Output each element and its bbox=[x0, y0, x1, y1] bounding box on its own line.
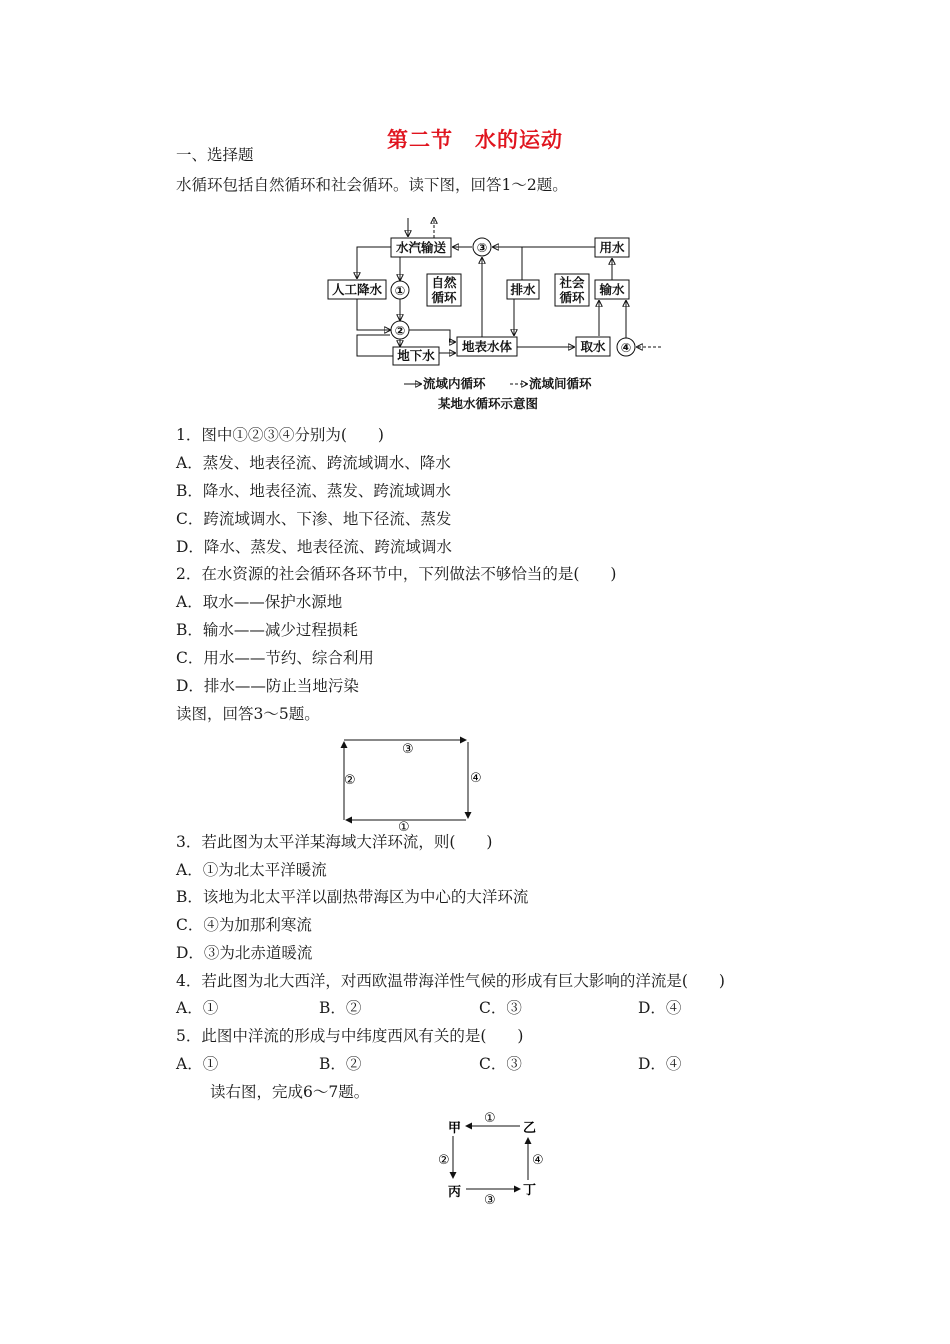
ocean-label-3: ③ bbox=[402, 742, 414, 757]
artificial-rain-label: 人工降水 bbox=[331, 282, 383, 297]
q1-option-a[interactable]: A．蒸发、地表径流、跨流域调水、降水 bbox=[176, 454, 451, 472]
marker-2-text: ② bbox=[394, 323, 406, 338]
ocean-corners-diagram bbox=[440, 1108, 550, 1208]
ocean-label-4: ④ bbox=[470, 771, 482, 786]
social-cycle-label-1: 社会 bbox=[559, 275, 585, 290]
q3-option-a[interactable]: A．①为北太平洋暖流 bbox=[176, 861, 327, 879]
water-use-label: 用水 bbox=[599, 240, 625, 255]
corner-label-3: ③ bbox=[484, 1193, 496, 1208]
q3-option-d[interactable]: D．③为北赤道暖流 bbox=[176, 944, 313, 962]
q4-option-c[interactable]: C．③ bbox=[479, 999, 522, 1017]
q4-options bbox=[176, 998, 876, 1018]
ocean-current-diagram bbox=[330, 734, 490, 834]
q1-option-b[interactable]: B．降水、地表径流、蒸发、跨流域调水 bbox=[176, 482, 451, 500]
legend-inner-label: 流域内循环 bbox=[423, 376, 486, 391]
marker-1-text: ① bbox=[394, 283, 406, 298]
q3-option-b[interactable]: B．该地为北太平洋以副热带海区为中心的大洋环流 bbox=[176, 888, 529, 906]
q1-option-d[interactable]: D．降水、蒸发、地表径流、跨流域调水 bbox=[176, 538, 452, 556]
water-cycle-diagram bbox=[320, 214, 665, 416]
drain-label: 排水 bbox=[510, 282, 536, 297]
q5-option-b[interactable]: B．② bbox=[319, 1055, 362, 1073]
q3-stem: 3．若此图为太平洋某海域大洋环流，则( ) bbox=[176, 833, 493, 851]
corner-label-4: ④ bbox=[532, 1153, 544, 1168]
q1-stem: 1．图中①②③④分别为( ) bbox=[176, 426, 384, 444]
corner-ding: 丁 bbox=[523, 1183, 537, 1198]
diagram-caption: 某地水循环示意图 bbox=[437, 396, 539, 411]
surface-water-label: 地表水体 bbox=[461, 339, 513, 354]
q4-option-a[interactable]: A．① bbox=[176, 999, 219, 1017]
water-take-label: 取水 bbox=[580, 339, 606, 354]
vapor-transport-label: 水汽输送 bbox=[395, 240, 447, 255]
corner-bing: 丙 bbox=[448, 1185, 462, 1200]
page-title: 第二节 水的运动 bbox=[387, 128, 563, 152]
q2-option-b[interactable]: B．输水——减少过程损耗 bbox=[176, 621, 358, 639]
q5-option-a[interactable]: A．① bbox=[176, 1055, 219, 1073]
q3-option-c[interactable]: C．④为加那利寒流 bbox=[176, 916, 312, 934]
ocean-label-1: ① bbox=[398, 820, 410, 835]
q5-option-d[interactable]: D．④ bbox=[638, 1055, 682, 1073]
corner-label-2: ② bbox=[438, 1153, 450, 1168]
ocean-label-2: ② bbox=[344, 773, 356, 788]
intro-text-2: 读图，回答3～5题。 bbox=[176, 705, 320, 723]
q4-option-b[interactable]: B．② bbox=[319, 999, 362, 1017]
intro-text-3: 读右图，完成6～7题。 bbox=[210, 1083, 370, 1101]
q2-option-c[interactable]: C．用水——节约、综合利用 bbox=[176, 649, 374, 667]
water-convey-label: 输水 bbox=[599, 282, 625, 297]
intro-text: 水循环包括自然循环和社会循环。读下图，回答1～2题。 bbox=[176, 176, 568, 194]
q5-stem: 5．此图中洋流的形成与中纬度西风有关的是( ) bbox=[176, 1027, 524, 1045]
q2-stem: 2．在水资源的社会循环各环节中，下列做法不够恰当的是( ) bbox=[176, 565, 617, 583]
q2-option-d[interactable]: D．排水——防止当地污染 bbox=[176, 677, 359, 695]
legend-outer-label: 流域间循环 bbox=[529, 376, 592, 391]
natural-cycle-label-1: 自然 bbox=[431, 275, 457, 290]
corner-jia: 甲 bbox=[448, 1121, 462, 1136]
corner-yi: 乙 bbox=[523, 1121, 537, 1136]
q5-option-c[interactable]: C．③ bbox=[479, 1055, 522, 1073]
q5-options bbox=[176, 1054, 876, 1074]
q4-option-d[interactable]: D．④ bbox=[638, 999, 682, 1017]
marker-4-text: ④ bbox=[620, 340, 632, 355]
q4-stem: 4．若此图为北大西洋，对西欧温带海洋性气候的形成有巨大影响的洋流是( ) bbox=[176, 972, 725, 990]
natural-cycle-label-2: 循环 bbox=[431, 290, 457, 305]
corner-label-1: ① bbox=[484, 1111, 496, 1126]
section-heading: 一、选择题 bbox=[176, 146, 254, 164]
q2-option-a[interactable]: A．取水——保护水源地 bbox=[176, 593, 343, 611]
q1-option-c[interactable]: C．跨流域调水、下渗、地下径流、蒸发 bbox=[176, 510, 452, 528]
marker-3-text: ③ bbox=[476, 240, 488, 255]
groundwater-label: 地下水 bbox=[397, 348, 435, 363]
social-cycle-label-2: 循环 bbox=[559, 290, 585, 305]
